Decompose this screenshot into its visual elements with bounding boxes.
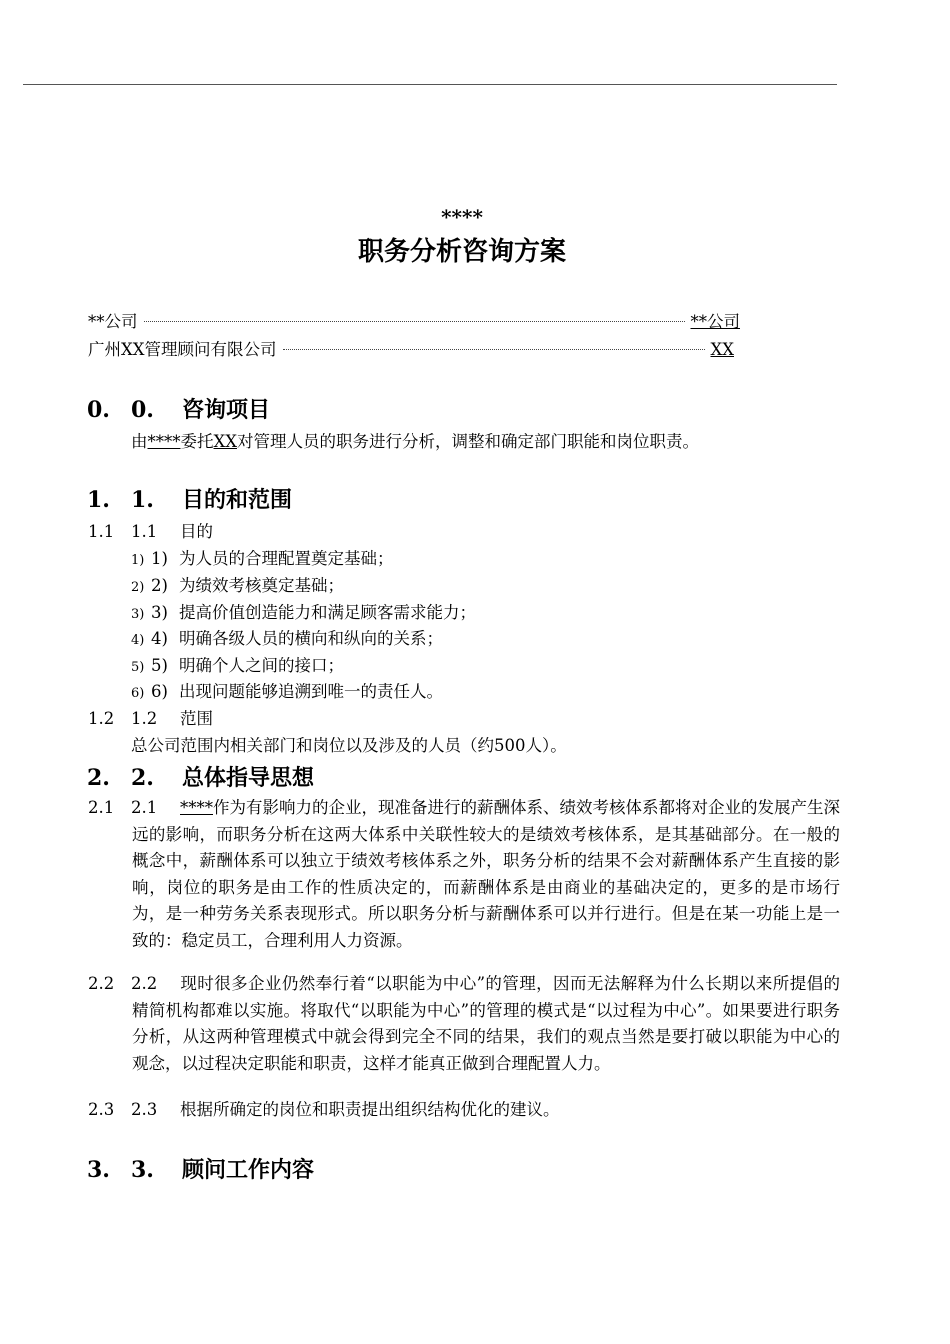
list-marker: 2) <box>131 580 145 595</box>
list-item <box>131 652 344 676</box>
text-run: 由 <box>131 432 148 451</box>
list-item <box>131 625 443 649</box>
section-0-text <box>131 428 699 452</box>
list-item <box>131 545 394 569</box>
text-run: 委托 <box>180 432 214 451</box>
paragraph-number: 2.2 <box>88 974 115 993</box>
list-marker: 1) <box>131 553 145 568</box>
paragraph-number: 2.1 <box>88 798 115 817</box>
heading-number: 1. <box>87 487 110 513</box>
paragraph-number: 2.3 <box>131 1100 158 1119</box>
toc-leader <box>283 349 705 350</box>
doc-title: 职务分析咨询方案 <box>357 237 566 267</box>
toc-entry[interactable] <box>88 308 740 332</box>
heading-text: 目的和范围 <box>182 487 293 513</box>
subheading-1-1 <box>88 518 213 542</box>
list-item-text: 出现问题能够追溯到唯一的责任人。 <box>179 682 443 701</box>
toc-leader <box>144 321 685 322</box>
toc-entry-ref[interactable]: XX <box>710 340 734 359</box>
list-item-text: 明确个人之间的接口； <box>179 656 344 675</box>
toc-entry-label: **公司 <box>88 312 138 331</box>
toc-entry[interactable] <box>88 336 734 360</box>
list-number: 3) <box>151 603 168 622</box>
underlined-text: **** <box>147 432 181 451</box>
heading-number: 0. <box>131 397 154 423</box>
paragraph-number: 2.2 <box>131 974 158 993</box>
list-marker: 5) <box>131 660 145 675</box>
heading-text: 总体指导思想 <box>182 765 315 791</box>
list-number: 6) <box>151 682 168 701</box>
list-number: 4) <box>151 629 168 648</box>
list-item <box>131 599 476 623</box>
list-item-text: 为绩效考核奠定基础； <box>179 576 344 595</box>
doc-title-stars: **** <box>441 205 483 229</box>
underlined-text: **** <box>180 798 213 817</box>
list-item <box>131 572 344 596</box>
list-marker: 3) <box>131 607 145 622</box>
paragraph-text <box>132 971 840 1077</box>
text-run: 对管理人员的职务进行分析，调整和确定部门职能和岗位职责。 <box>237 432 699 451</box>
list-number: 5) <box>151 656 168 675</box>
paragraph-text <box>132 795 840 954</box>
toc-entry-ref[interactable]: **公司 <box>690 312 740 331</box>
text-run: 现时很多企业仍然奉行着“以职能为中心”的管理，因而无法解释为什么长期以来所提倡的精简机构都难以实施。将取代“以职能为中心”的管理的模式是“以过程为中心”。如果要进行职务分析，从这两种管理模式中就会得到完全不同的结果，我们的观点当然是要打破以职能为中心的观念，以过程决定职能和职责，这样才能真正做到合理配置人力。 <box>132 974 840 1073</box>
heading-number: 1. <box>131 487 154 513</box>
heading-number: 1.2 <box>131 709 158 728</box>
text-run: 根据所确定的岗位和职责提出组织结构优化的建议。 <box>180 1100 560 1119</box>
heading-number: 2. <box>87 765 110 791</box>
list-number: 1) <box>151 549 168 568</box>
paragraph-number: 2.3 <box>88 1100 115 1119</box>
heading-number: 0. <box>87 397 110 423</box>
toc-entry-label: 广州XX管理顾问有限公司 <box>88 340 277 359</box>
underlined-text: XX <box>213 432 237 451</box>
section-heading-2 <box>87 761 314 792</box>
paragraph-text <box>132 1097 840 1124</box>
heading-text: 咨询项目 <box>182 397 271 423</box>
heading-number: 3. <box>87 1157 110 1183</box>
paragraph-2-2 <box>88 971 840 1077</box>
paragraph-2-1 <box>88 795 840 954</box>
list-item <box>131 678 443 702</box>
heading-number: 1.2 <box>88 709 115 728</box>
list-marker: 4) <box>131 633 145 648</box>
heading-number: 2. <box>131 765 154 791</box>
section-heading-0 <box>87 393 270 424</box>
section-heading-1 <box>87 483 292 514</box>
heading-text: 目的 <box>180 522 213 541</box>
scope-text: 总公司范围内相关部门和岗位以及涉及的人员（约500人）。 <box>131 736 567 755</box>
list-item-text: 为人员的合理配置奠定基础； <box>179 549 394 568</box>
section-heading-3 <box>87 1153 314 1184</box>
heading-number: 1.1 <box>131 522 158 541</box>
heading-number: 3. <box>131 1157 154 1183</box>
list-item-text: 提高价值创造能力和满足顾客需求能力； <box>179 603 476 622</box>
list-number: 2) <box>151 576 168 595</box>
list-item-text: 明确各级人员的横向和纵向的关系； <box>179 629 443 648</box>
heading-text: 范围 <box>180 709 213 728</box>
paragraph-2-3 <box>88 1097 840 1124</box>
subheading-1-2 <box>88 705 213 729</box>
heading-number: 1.1 <box>88 522 115 541</box>
list-marker: 6) <box>131 686 145 701</box>
text-run: 作为有影响力的企业，现准备进行的薪酬体系、绩效考核体系都将对企业的发展产生深远的影响，而职务分析在这两大体系中关联性较大的是绩效考核体系，是其基础部分。在一般的概念中，薪酬体系可以独立于绩效考核体系之外，职务分析的结果不会对薪酬体系产生直接的影响，岗位的职务是由工作的性质决定的，而薪酬体系是由商业的基础决定的，更多的是市场行为，是一种劳务关系表现形式。所以职务分析与薪酬体系可以并行进行。但是在某一功能上是一致的：稳定员工，合理利用人力资源。 <box>132 798 840 950</box>
header-rule <box>23 84 837 85</box>
paragraph-number: 2.1 <box>131 798 158 817</box>
heading-text: 顾问工作内容 <box>182 1157 315 1183</box>
